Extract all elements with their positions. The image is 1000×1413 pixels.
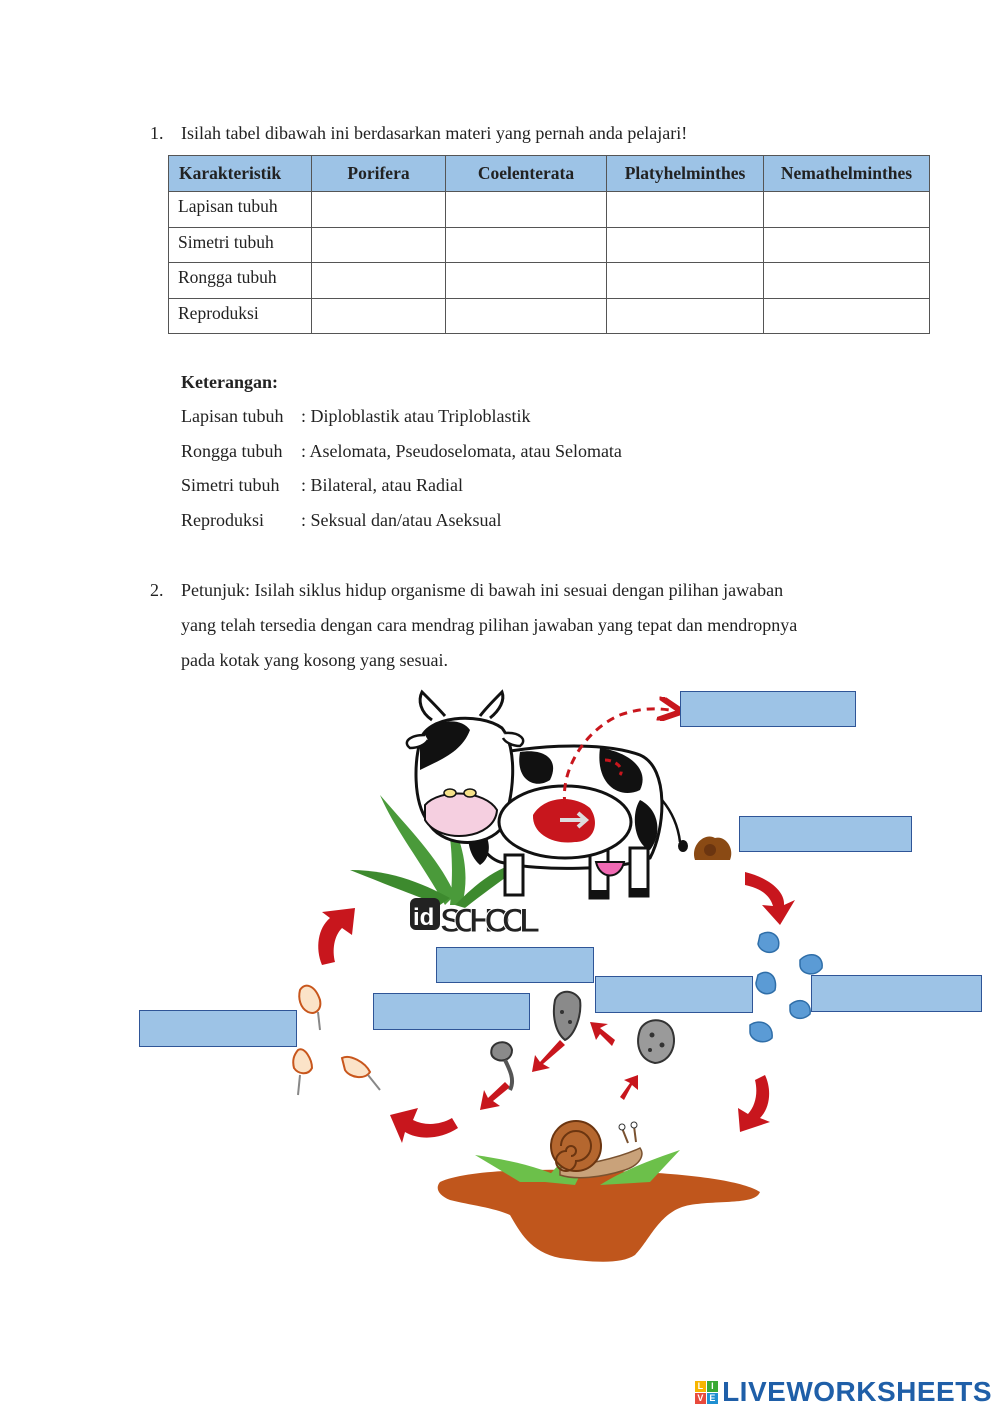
answer-cell[interactable] <box>312 298 446 334</box>
legend-value: : Aselomata, Pseudoselomata, atau Selomata <box>301 441 622 461</box>
sporocyst-icon <box>638 1020 674 1063</box>
drop-box-metacercaria-stage[interactable] <box>139 1010 297 1047</box>
answer-cell[interactable] <box>764 298 930 334</box>
soil-ground-icon <box>438 1170 760 1262</box>
answer-cell[interactable] <box>607 192 764 228</box>
legend-label: Rongga tubuh <box>181 441 283 461</box>
table-row <box>169 227 930 263</box>
liveworksheets-brand: LIVEWORKSHEETS <box>722 1376 992 1407</box>
header-coelenterata: Coelenterata <box>446 156 607 192</box>
question-1-instruction: Isilah tabel dibawah ini berdasarkan materi yang pernah anda pelajari! <box>181 123 688 143</box>
header-porifera: Porifera <box>312 156 446 192</box>
feces-icon <box>694 837 731 860</box>
drop-box-redia-stage[interactable] <box>373 993 530 1030</box>
drop-box-feces-stage[interactable] <box>739 816 912 852</box>
header-nemathelminthes: Nemathelminthes <box>764 156 930 192</box>
arrow-icon <box>480 1082 510 1110</box>
answer-cell[interactable] <box>446 298 607 334</box>
answer-cell[interactable] <box>446 227 607 263</box>
arrow-icon <box>532 1040 565 1072</box>
table-row <box>169 192 930 228</box>
arrow-icon <box>738 1075 770 1132</box>
legend-label: Reproduksi <box>181 510 264 530</box>
legend-label: Simetri tubuh <box>181 475 280 495</box>
question-2-line: pada kotak yang kosong yang sesuai. <box>181 650 448 670</box>
answer-cell[interactable] <box>764 227 930 263</box>
arrow-icon <box>590 1022 615 1046</box>
larva-icon <box>750 1022 772 1042</box>
answer-cell[interactable] <box>764 192 930 228</box>
table-row <box>169 263 930 299</box>
legend-title: Keterangan: <box>181 372 278 392</box>
metacercaria-icon <box>299 986 320 1013</box>
header-karakteristik: Karakteristik <box>169 156 312 192</box>
table-row <box>169 298 930 334</box>
answer-cell[interactable] <box>607 298 764 334</box>
row-label-reproduksi: Reproduksi <box>169 298 312 334</box>
svg-text:SCHOOL: SCHOOL <box>440 902 540 940</box>
arrow-icon <box>745 872 795 925</box>
answer-cell[interactable] <box>312 192 446 228</box>
larva-icon <box>800 955 822 974</box>
answer-cell[interactable] <box>764 263 930 299</box>
question-2-number: 2. <box>150 580 164 600</box>
arrow-icon <box>318 908 355 965</box>
drop-box-cercaria-stage[interactable] <box>436 947 594 983</box>
metacercaria-icon <box>342 1057 370 1077</box>
answer-cell[interactable] <box>446 263 607 299</box>
table-header-row <box>169 156 930 192</box>
legend-value: : Diploblastik atau Triploblastik <box>301 406 531 426</box>
legend-value: : Seksual dan/atau Aseksual <box>301 510 502 530</box>
liveworksheets-logo <box>695 1376 992 1408</box>
answer-cell[interactable] <box>607 263 764 299</box>
larva-icon <box>758 932 779 952</box>
row-label-rongga: Rongga tubuh <box>169 263 312 299</box>
header-platyhelminthes: Platyhelminthes <box>607 156 764 192</box>
drop-box-egg-stage[interactable] <box>680 691 856 727</box>
answer-cell[interactable] <box>607 227 764 263</box>
legend-label: Lapisan tubuh <box>181 406 284 426</box>
answer-cell[interactable] <box>312 227 446 263</box>
answer-cell[interactable] <box>446 192 607 228</box>
question-2-line: yang telah tersedia dengan cara mendrag pilihan jawaban yang tepat dan mendropnya <box>181 615 798 635</box>
larva-icon <box>790 1001 810 1019</box>
legend-value: : Bilateral, atau Radial <box>301 475 463 495</box>
answer-cell[interactable] <box>312 263 446 299</box>
svg-text:id: id <box>413 904 435 931</box>
characteristics-table <box>168 155 930 334</box>
cercaria-icon <box>491 1042 512 1090</box>
arrow-icon <box>390 1108 458 1143</box>
snail-icon <box>551 1121 642 1178</box>
larva-icon <box>756 972 776 993</box>
row-label-simetri: Simetri tubuh <box>169 227 312 263</box>
question-2-line: Petunjuk: Isilah siklus hidup organisme di bawah ini sesuai dengan pilihan jawaban <box>181 580 784 600</box>
drop-box-sporocyst-stage[interactable] <box>595 976 753 1013</box>
metacercaria-icon <box>293 1049 312 1073</box>
idschool-watermark <box>410 898 540 940</box>
row-label-lapisan: Lapisan tubuh <box>169 192 312 228</box>
cow-icon <box>407 692 688 898</box>
metacercaria-group <box>293 986 380 1095</box>
question-1-number: 1. <box>150 123 164 143</box>
liveworksheets-icon: L I V E <box>695 1381 718 1404</box>
drop-box-miracidium-stage[interactable] <box>811 975 982 1012</box>
arrow-icon <box>620 1075 638 1100</box>
redia-icon <box>554 992 580 1040</box>
